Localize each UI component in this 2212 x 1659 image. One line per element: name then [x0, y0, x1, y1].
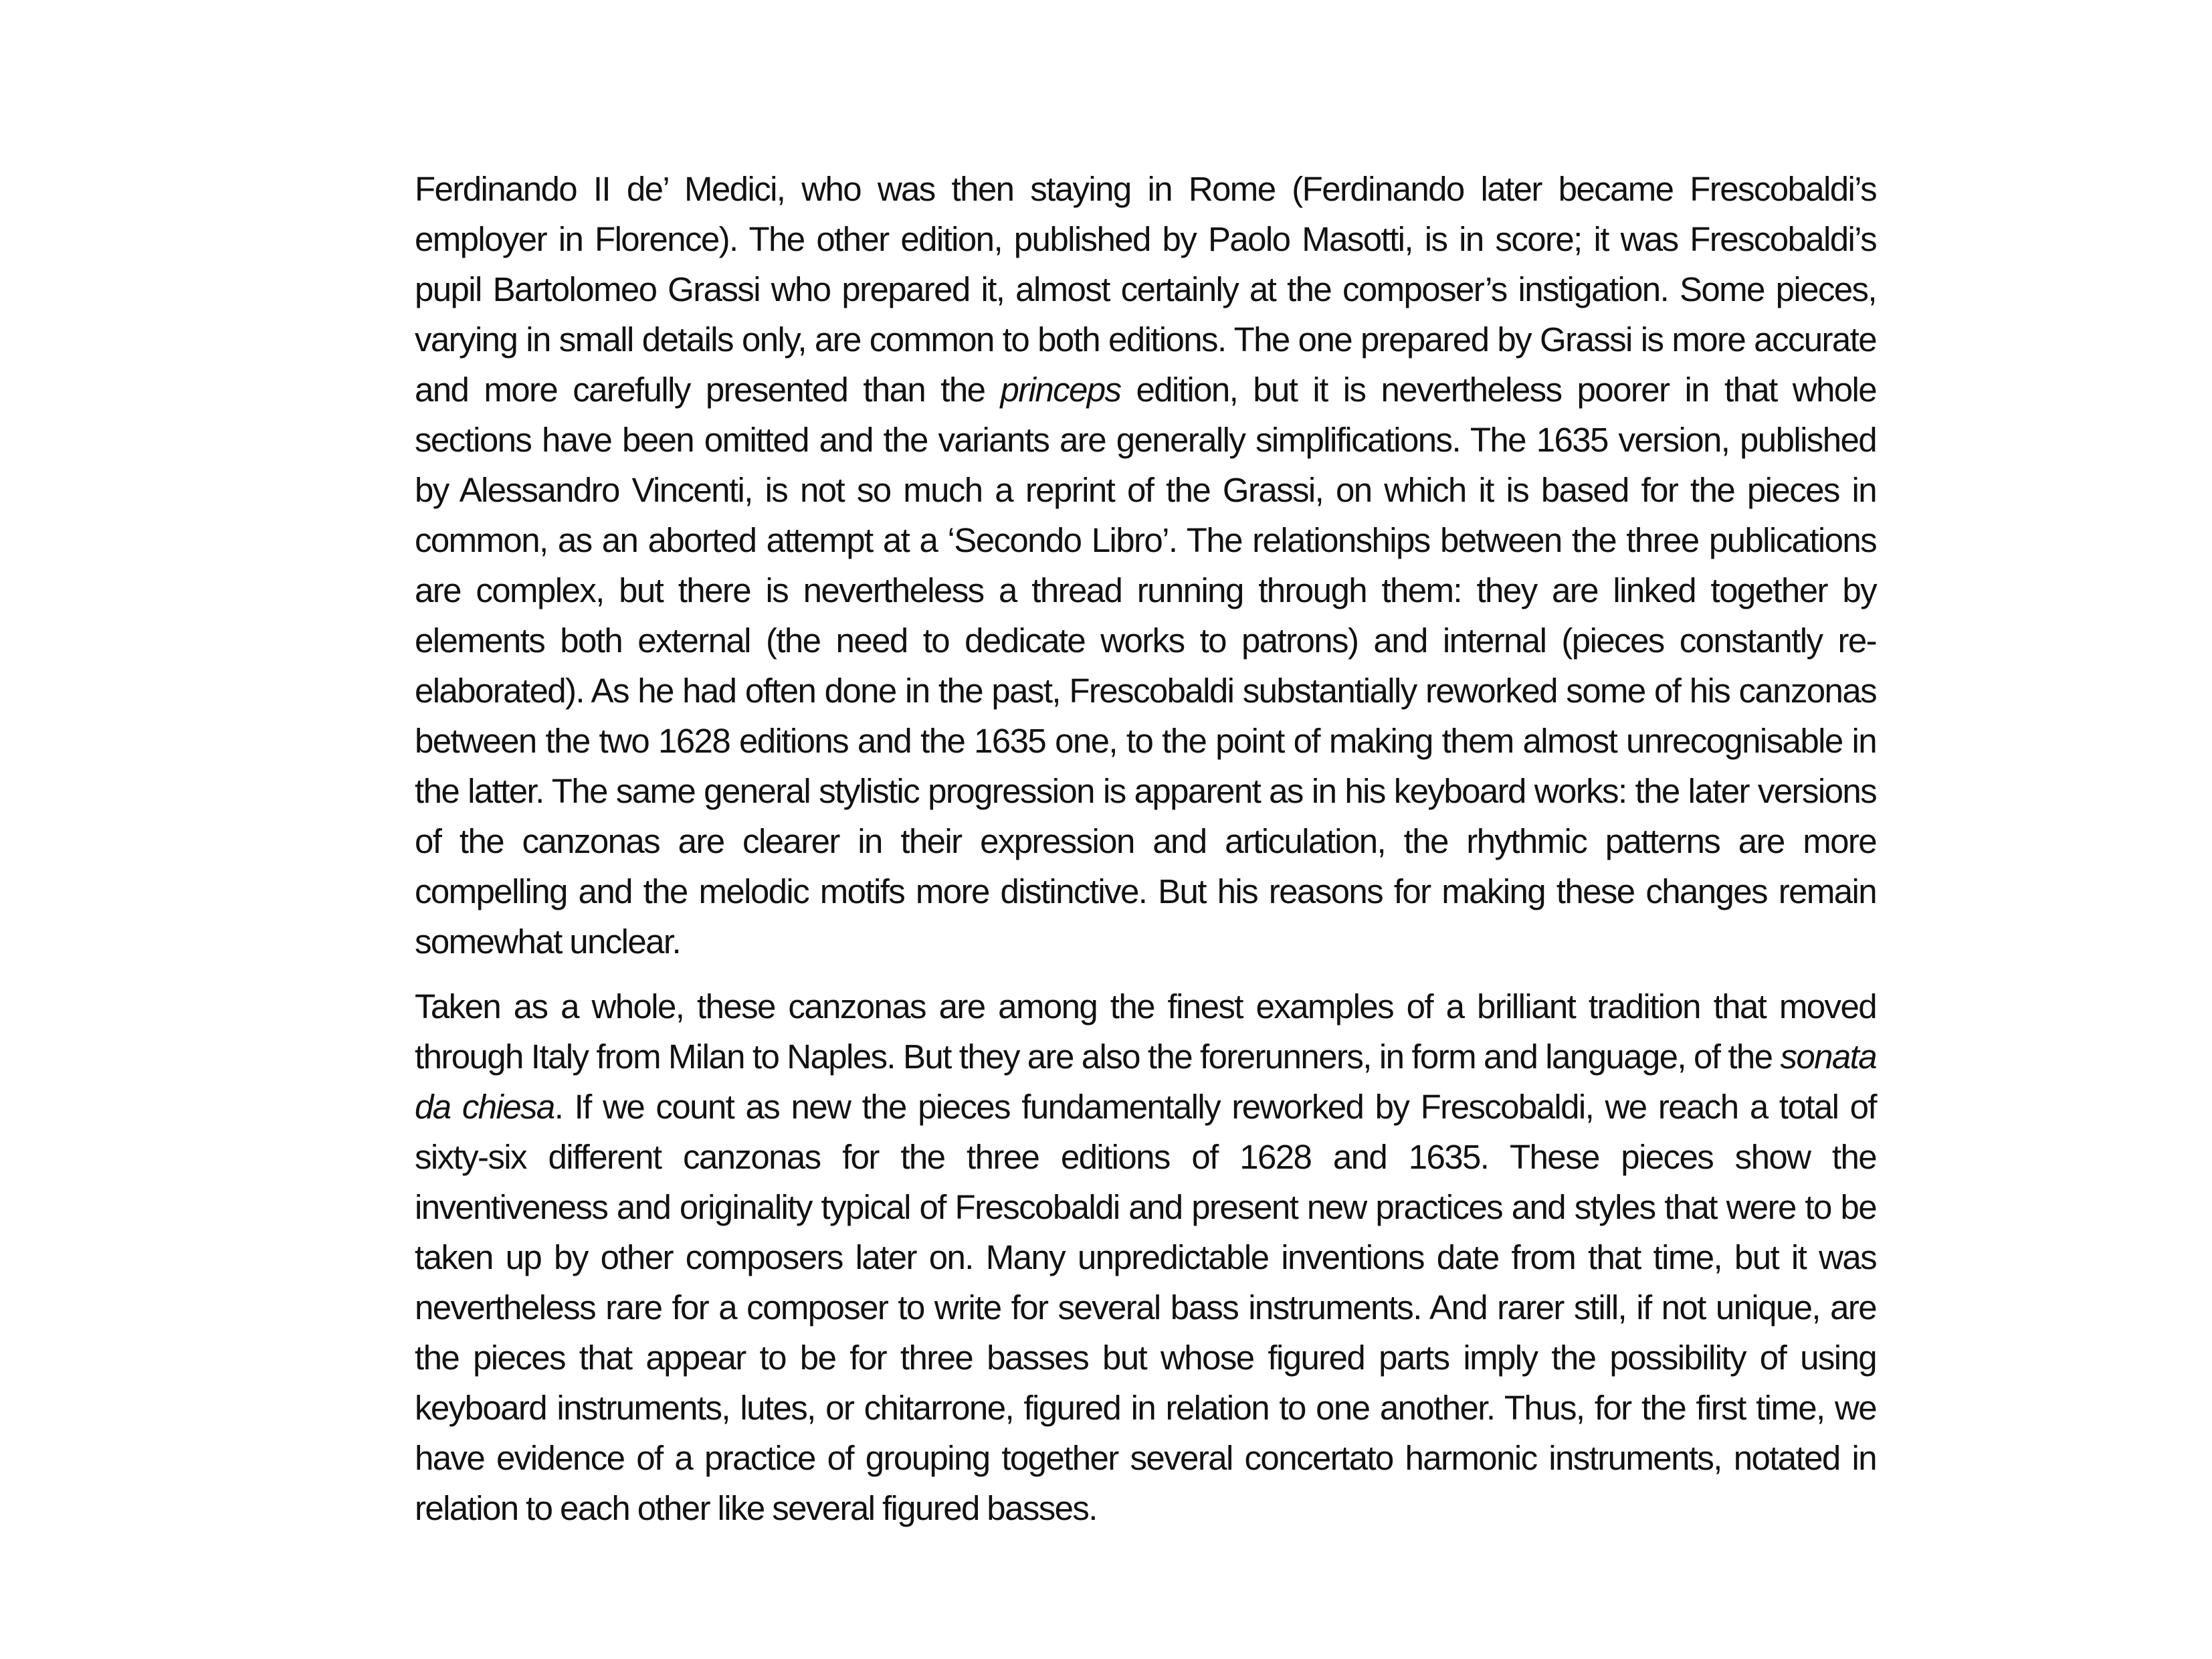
body-text	[415, 164, 1876, 1533]
italic-term-sonata-da-chiesa: sonata da chiesa	[415, 1038, 1876, 1126]
paragraph-2-text-start: Taken as a whole, these canzonas are among the finest examples of a brilliant tradition that moved through Italy from Milan to Naples. But they are also the forerunners, in form and language, of the	[415, 987, 1876, 1076]
paragraph-1	[415, 164, 1876, 967]
paragraph-1-text-end: edition, but it is nevertheless poorer in that whole sections have been omitted and the variants are generally simplifications. The 1635 version, published by Alessandro Vincenti, is not so much a reprint of the Grassi, on which it is based for the pieces in common, as an aborted attempt at a ‘Secondo Libro’. The relationships between the three publications are complex, but there is nevertheless a thread running through them: they are linked together by elements both external (the need to dedicate works to patrons) and internal (pieces constantly re-elaborated). As he had often done in the past, Frescobaldi substantially reworked some of his canzonas between the two 1628 editions and the 1635 one, to the point of making them almost unrecognisable in the latter. The same general stylistic progression is apparent as in his keyboard works: the later versions of the canzonas are clearer in their expression and articulation, the rhythmic patterns are more compelling and the melodic motifs more distinctive. But his reasons for making these changes remain somewhat unclear.	[415, 371, 1877, 961]
paragraph-1-text-start: Ferdinando II de’ Medici, who was then staying in Rome (Ferdinando later became Frescobaldi’s employer in Florence). The other edition, published by Paolo Masotti, is in score; it was Frescobaldi’s pupil Bartolomeo Grassi who prepared it, almost certainly at the composer’s instigation. Some pieces, varying in small details only, are common to both editions. The one prepared by Grassi is more accurate and more carefully presented than the	[415, 170, 1876, 409]
paragraph-2-text-end: . If we count as new the pieces fundamentally reworked by Frescobaldi, we reach a total of sixty-six different canzonas for the three editions of 1628 and 1635. These pieces show the inventiveness and originality typical of Frescobaldi and present new practices and styles that were to be taken up by other composers later on. Many unpredictable inventions date from that time, but it was nevertheless rare for a composer to write for several bass instruments. And rarer still, if not unique, are the pieces that appear to be for three basses but whose figured parts imply the possibility of using keyboard instruments, lutes, or chitarrone, figured in relation to one another. Thus, for the first time, we have evidence of a practice of grouping together several concertato harmonic instruments, notated in relation to each other like several figured basses.	[415, 1088, 1876, 1527]
italic-term-princeps: princeps	[1000, 371, 1121, 409]
paragraph-2	[415, 981, 1876, 1533]
